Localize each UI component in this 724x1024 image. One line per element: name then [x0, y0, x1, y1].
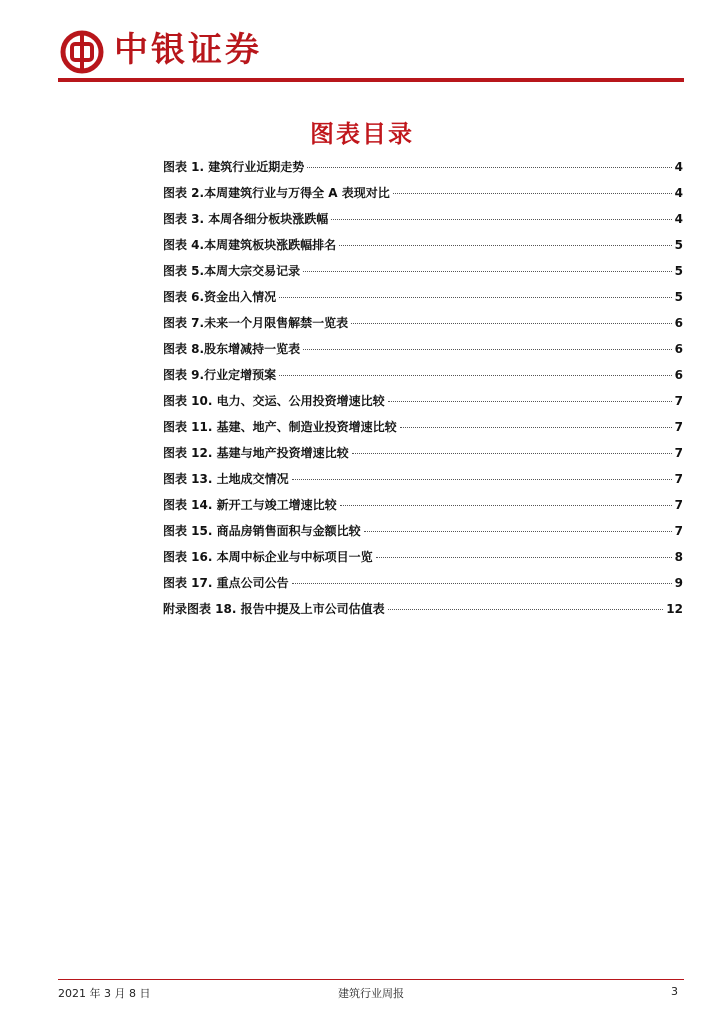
toc-entry-label: 图表 4.本周建筑板块涨跌幅排名: [163, 238, 337, 252]
toc-entry-page: 6: [674, 342, 683, 356]
toc-entry-label: 图表 3. 本周各细分板块涨跌幅: [163, 212, 329, 226]
toc-dot-leader: [393, 193, 672, 194]
toc-entry-page: 7: [674, 472, 683, 486]
toc-dot-leader: [303, 271, 672, 272]
toc-entry[interactable]: [163, 444, 683, 470]
toc-entry[interactable]: [163, 392, 683, 418]
toc-dot-leader: [292, 583, 672, 584]
footer-date: 2021 年 3 月 8 日: [58, 987, 151, 1000]
footer-page-number: 3: [671, 985, 678, 998]
toc-dot-leader: [351, 323, 672, 324]
toc-entry-label: 图表 8.股东增减持一览表: [163, 342, 301, 356]
toc-entry-label: 图表 15. 商品房销售面积与金额比较: [163, 524, 361, 538]
toc-entry-page: 4: [674, 160, 683, 174]
toc-entry[interactable]: [163, 314, 683, 340]
footer-divider: [58, 979, 684, 980]
toc-dot-leader: [292, 479, 672, 480]
toc-entry-page: 4: [674, 212, 683, 226]
toc-entry[interactable]: [163, 210, 683, 236]
toc-entry-label: 图表 10. 电力、交运、公用投资增速比较: [163, 394, 385, 408]
toc-dot-leader: [388, 401, 672, 402]
toc-entry[interactable]: [163, 496, 683, 522]
toc-dot-leader: [279, 297, 672, 298]
page-header: [0, 0, 724, 90]
toc-entry-page: 6: [674, 316, 683, 330]
toc-entry-page: 8: [674, 550, 683, 564]
toc-entry-page: 4: [674, 186, 683, 200]
brand-name: 中银证券: [114, 30, 262, 70]
page-footer: [58, 985, 684, 1001]
header-divider: [58, 78, 684, 82]
toc-dot-leader: [279, 375, 672, 376]
toc-entry[interactable]: [163, 366, 683, 392]
toc-entry[interactable]: [163, 548, 683, 574]
toc-entry-page: 7: [674, 446, 683, 460]
toc-dot-leader: [307, 167, 671, 168]
toc-entry-label: 图表 11. 基建、地产、制造业投资增速比较: [163, 420, 397, 434]
toc-entry-label: 图表 2.本周建筑行业与万得全 A 表现对比: [163, 186, 390, 200]
toc-entry-label: 图表 5.本周大宗交易记录: [163, 264, 301, 278]
toc-dot-leader: [331, 219, 671, 220]
toc-entry[interactable]: [163, 236, 683, 262]
toc-entry-label: 图表 7.未来一个月限售解禁一览表: [163, 316, 349, 330]
toc-dot-leader: [400, 427, 672, 428]
toc-entry-label: 图表 12. 基建与地产投资增速比较: [163, 446, 349, 460]
toc-entry[interactable]: [163, 340, 683, 366]
toc-list: [163, 158, 683, 626]
toc-dot-leader: [376, 557, 672, 558]
toc-entry-page: 7: [674, 420, 683, 434]
toc-dot-leader: [388, 609, 664, 610]
toc-entry[interactable]: [163, 522, 683, 548]
toc-entry[interactable]: [163, 470, 683, 496]
toc-entry-label: 附录图表 18. 报告中提及上市公司估值表: [163, 602, 385, 616]
toc-entry[interactable]: [163, 600, 683, 626]
toc-entry[interactable]: [163, 288, 683, 314]
toc-dot-leader: [303, 349, 672, 350]
toc-entry-label: 图表 6.资金出入情况: [163, 290, 277, 304]
toc-entry[interactable]: [163, 262, 683, 288]
toc-entry-page: 9: [674, 576, 683, 590]
bank-of-china-logo-icon: [60, 30, 104, 74]
toc-entry-page: 7: [674, 524, 683, 538]
toc-entry-page: 7: [674, 498, 683, 512]
toc-dot-leader: [340, 505, 672, 506]
toc-entry-label: 图表 13. 土地成交情况: [163, 472, 289, 486]
toc-entry-page: 6: [674, 368, 683, 382]
toc-entry[interactable]: [163, 574, 683, 600]
footer-report-name: 建筑行业周报: [338, 987, 404, 1000]
toc-entry-label: 图表 1. 建筑行业近期走势: [163, 160, 305, 174]
toc-entry-label: 图表 14. 新开工与竣工增速比较: [163, 498, 337, 512]
toc-entry-label: 图表 9.行业定增预案: [163, 368, 277, 382]
toc-entry[interactable]: [163, 158, 683, 184]
toc-entry-page: 5: [674, 238, 683, 252]
toc-entry[interactable]: [163, 418, 683, 444]
toc-dot-leader: [364, 531, 672, 532]
toc-entry-page: 5: [674, 264, 683, 278]
toc-dot-leader: [352, 453, 672, 454]
toc-entry-page: 12: [666, 602, 683, 616]
toc-entry-label: 图表 17. 重点公司公告: [163, 576, 289, 590]
toc-entry-page: 5: [674, 290, 683, 304]
toc-entry[interactable]: [163, 184, 683, 210]
toc-title: 图表目录: [310, 120, 414, 148]
toc-entry-page: 7: [674, 394, 683, 408]
toc-entry-label: 图表 16. 本周中标企业与中标项目一览: [163, 550, 373, 564]
toc-dot-leader: [339, 245, 672, 246]
